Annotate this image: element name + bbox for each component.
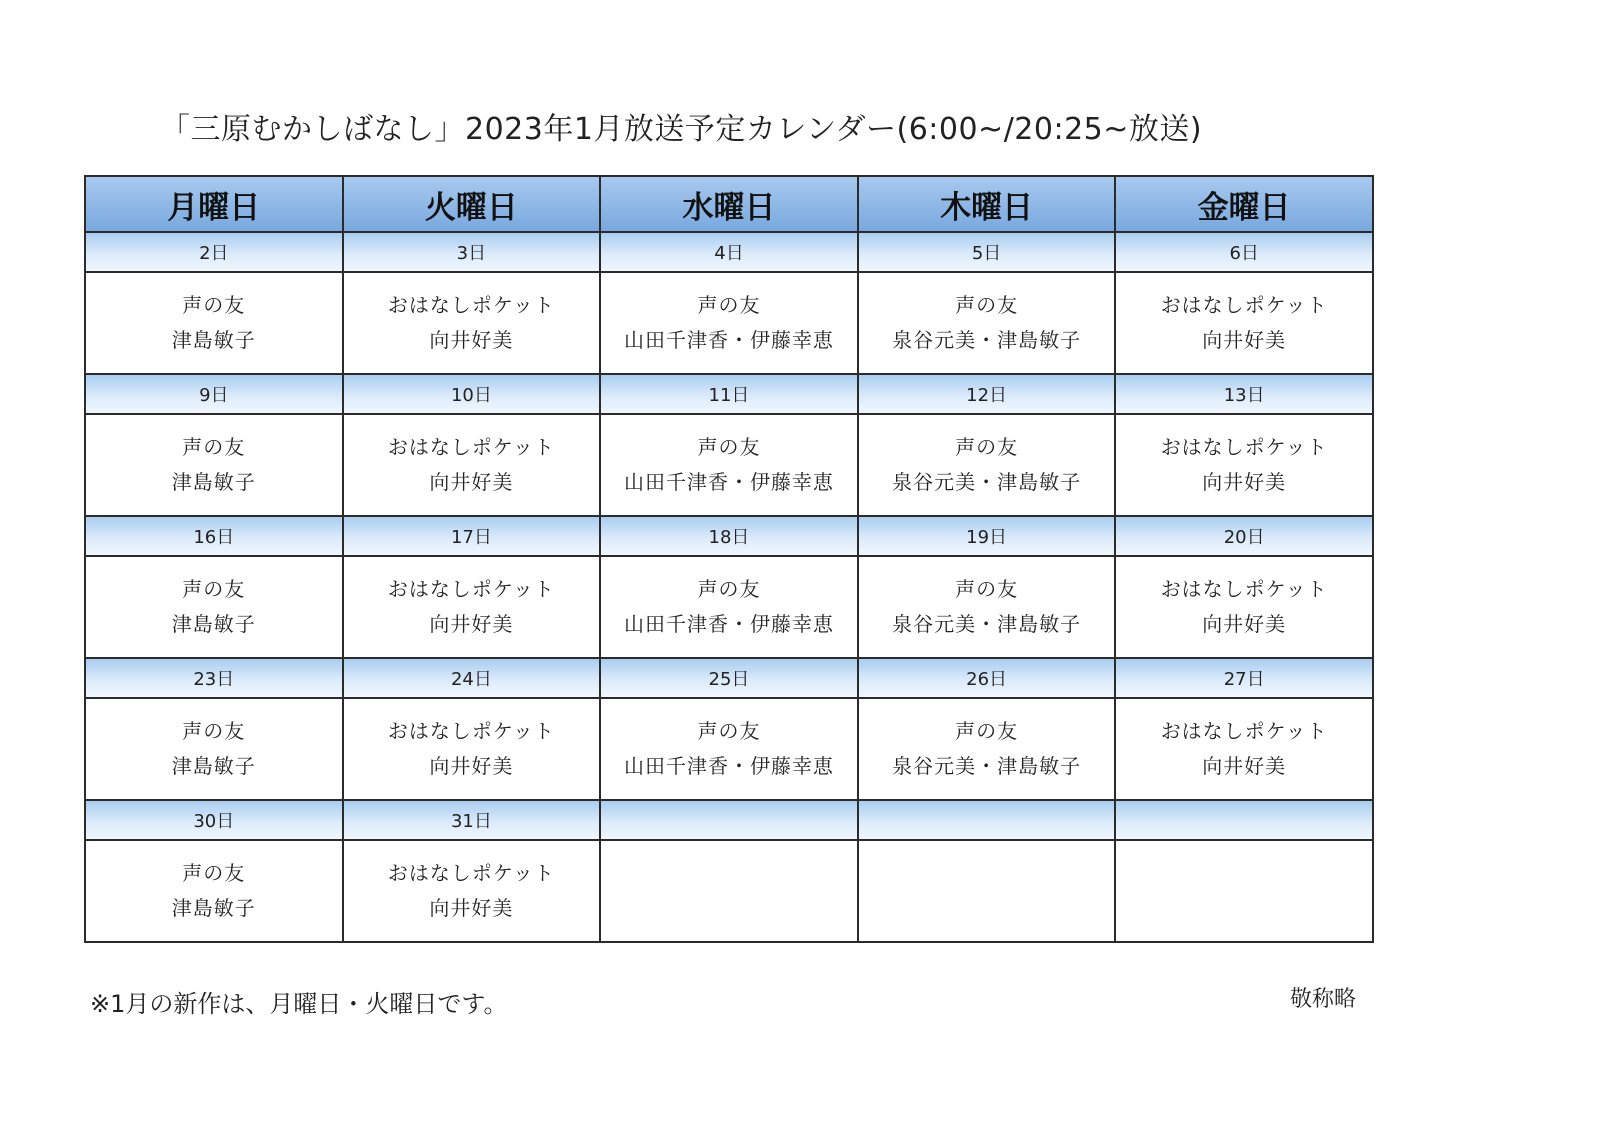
program-cell-empty bbox=[858, 840, 1116, 942]
date-cell: 18日 bbox=[600, 516, 858, 556]
program-cell bbox=[85, 840, 343, 942]
program-name: 声の友 bbox=[955, 719, 1019, 743]
program-readers: 向井好美 bbox=[1202, 328, 1287, 352]
date-cell: 2日 bbox=[85, 232, 343, 272]
page-title: 「三原むかしばなし」2023年1月放送予定カレンダー(6:00~/20:25~放送) bbox=[160, 112, 1203, 147]
program-readers: 泉谷元美・津島敏子 bbox=[892, 470, 1082, 494]
date-cell: 16日 bbox=[85, 516, 343, 556]
program-name: 声の友 bbox=[697, 577, 761, 601]
program-cell bbox=[600, 556, 858, 658]
weekday-header-row bbox=[85, 176, 1373, 232]
program-name: 声の友 bbox=[182, 719, 246, 743]
program-readers: 向井好美 bbox=[429, 754, 514, 778]
program-row bbox=[85, 414, 1373, 516]
date-cell: 10日 bbox=[343, 374, 601, 414]
weekday-header-thursday: 木曜日 bbox=[858, 176, 1116, 232]
program-readers: 津島敏子 bbox=[171, 328, 256, 352]
program-name: 声の友 bbox=[955, 293, 1019, 317]
program-cell bbox=[858, 272, 1116, 374]
program-readers: 向井好美 bbox=[1202, 754, 1287, 778]
program-cell-empty bbox=[600, 840, 858, 942]
program-readers: 山田千津香・伊藤幸恵 bbox=[623, 328, 834, 352]
program-cell bbox=[1115, 414, 1373, 516]
program-name: おはなしポケット bbox=[1160, 719, 1328, 743]
program-readers: 泉谷元美・津島敏子 bbox=[892, 754, 1082, 778]
program-name: 声の友 bbox=[697, 293, 761, 317]
date-row bbox=[85, 658, 1373, 698]
date-cell: 23日 bbox=[85, 658, 343, 698]
weekday-header-tuesday: 火曜日 bbox=[343, 176, 601, 232]
date-row bbox=[85, 516, 1373, 556]
program-cell bbox=[858, 698, 1116, 800]
program-readers: 向井好美 bbox=[429, 328, 514, 352]
date-cell: 19日 bbox=[858, 516, 1116, 556]
program-cell bbox=[600, 414, 858, 516]
program-name: 声の友 bbox=[697, 435, 761, 459]
date-cell: 27日 bbox=[1115, 658, 1373, 698]
program-cell bbox=[1115, 698, 1373, 800]
program-name: 声の友 bbox=[182, 861, 246, 885]
program-readers: 津島敏子 bbox=[171, 896, 256, 920]
program-cell bbox=[343, 556, 601, 658]
broadcast-calendar bbox=[84, 175, 1374, 943]
program-row bbox=[85, 840, 1373, 942]
date-cell: 4日 bbox=[600, 232, 858, 272]
program-cell bbox=[343, 414, 601, 516]
program-name: 声の友 bbox=[697, 719, 761, 743]
program-cell bbox=[343, 840, 601, 942]
program-name: 声の友 bbox=[955, 577, 1019, 601]
program-name: 声の友 bbox=[955, 435, 1019, 459]
program-cell bbox=[85, 698, 343, 800]
date-cell bbox=[600, 800, 858, 840]
date-cell: 17日 bbox=[343, 516, 601, 556]
program-cell bbox=[343, 272, 601, 374]
date-cell: 6日 bbox=[1115, 232, 1373, 272]
program-readers: 向井好美 bbox=[429, 896, 514, 920]
weekday-header-wednesday: 水曜日 bbox=[600, 176, 858, 232]
program-readers: 山田千津香・伊藤幸恵 bbox=[623, 612, 834, 636]
program-readers: 向井好美 bbox=[1202, 470, 1287, 494]
program-readers: 津島敏子 bbox=[171, 612, 256, 636]
program-cell bbox=[858, 414, 1116, 516]
date-row bbox=[85, 800, 1373, 840]
program-name: 声の友 bbox=[182, 435, 246, 459]
program-readers: 山田千津香・伊藤幸恵 bbox=[623, 470, 834, 494]
program-cell bbox=[85, 272, 343, 374]
date-cell: 26日 bbox=[858, 658, 1116, 698]
program-readers: 泉谷元美・津島敏子 bbox=[892, 612, 1082, 636]
program-name: おはなしポケット bbox=[1160, 435, 1328, 459]
date-cell: 24日 bbox=[343, 658, 601, 698]
date-cell: 20日 bbox=[1115, 516, 1373, 556]
new-episodes-footnote: ※1月の新作は、月曜日・火曜日です。 bbox=[90, 990, 508, 1018]
date-cell: 9日 bbox=[85, 374, 343, 414]
date-row bbox=[85, 374, 1373, 414]
program-row bbox=[85, 556, 1373, 658]
program-name: 声の友 bbox=[182, 293, 246, 317]
program-name: おはなしポケット bbox=[387, 861, 555, 885]
program-name: おはなしポケット bbox=[1160, 577, 1328, 601]
program-name: おはなしポケット bbox=[387, 435, 555, 459]
date-cell: 12日 bbox=[858, 374, 1116, 414]
program-readers: 向井好美 bbox=[429, 470, 514, 494]
program-cell bbox=[1115, 272, 1373, 374]
program-cell bbox=[343, 698, 601, 800]
program-cell-empty bbox=[1115, 840, 1373, 942]
program-readers: 向井好美 bbox=[429, 612, 514, 636]
program-name: おはなしポケット bbox=[387, 577, 555, 601]
program-name: 声の友 bbox=[182, 577, 246, 601]
weekday-header-monday: 月曜日 bbox=[85, 176, 343, 232]
date-cell: 25日 bbox=[600, 658, 858, 698]
honorific-omitted-note: 敬称略 bbox=[1290, 987, 1357, 1012]
program-cell bbox=[85, 556, 343, 658]
weekday-header-friday: 金曜日 bbox=[1115, 176, 1373, 232]
program-name: おはなしポケット bbox=[387, 719, 555, 743]
program-name: おはなしポケット bbox=[387, 293, 555, 317]
program-readers: 津島敏子 bbox=[171, 754, 256, 778]
date-cell bbox=[858, 800, 1116, 840]
date-cell: 11日 bbox=[600, 374, 858, 414]
date-cell: 31日 bbox=[343, 800, 601, 840]
program-readers: 泉谷元美・津島敏子 bbox=[892, 328, 1082, 352]
program-cell bbox=[600, 698, 858, 800]
date-cell: 30日 bbox=[85, 800, 343, 840]
program-cell bbox=[85, 414, 343, 516]
program-readers: 向井好美 bbox=[1202, 612, 1287, 636]
date-row bbox=[85, 232, 1373, 272]
program-readers: 山田千津香・伊藤幸恵 bbox=[623, 754, 834, 778]
date-cell bbox=[1115, 800, 1373, 840]
program-name: おはなしポケット bbox=[1160, 293, 1328, 317]
program-readers: 津島敏子 bbox=[171, 470, 256, 494]
date-cell: 3日 bbox=[343, 232, 601, 272]
program-row bbox=[85, 272, 1373, 374]
program-cell bbox=[858, 556, 1116, 658]
program-cell bbox=[1115, 556, 1373, 658]
date-cell: 5日 bbox=[858, 232, 1116, 272]
program-cell bbox=[600, 272, 858, 374]
program-row bbox=[85, 698, 1373, 800]
date-cell: 13日 bbox=[1115, 374, 1373, 414]
